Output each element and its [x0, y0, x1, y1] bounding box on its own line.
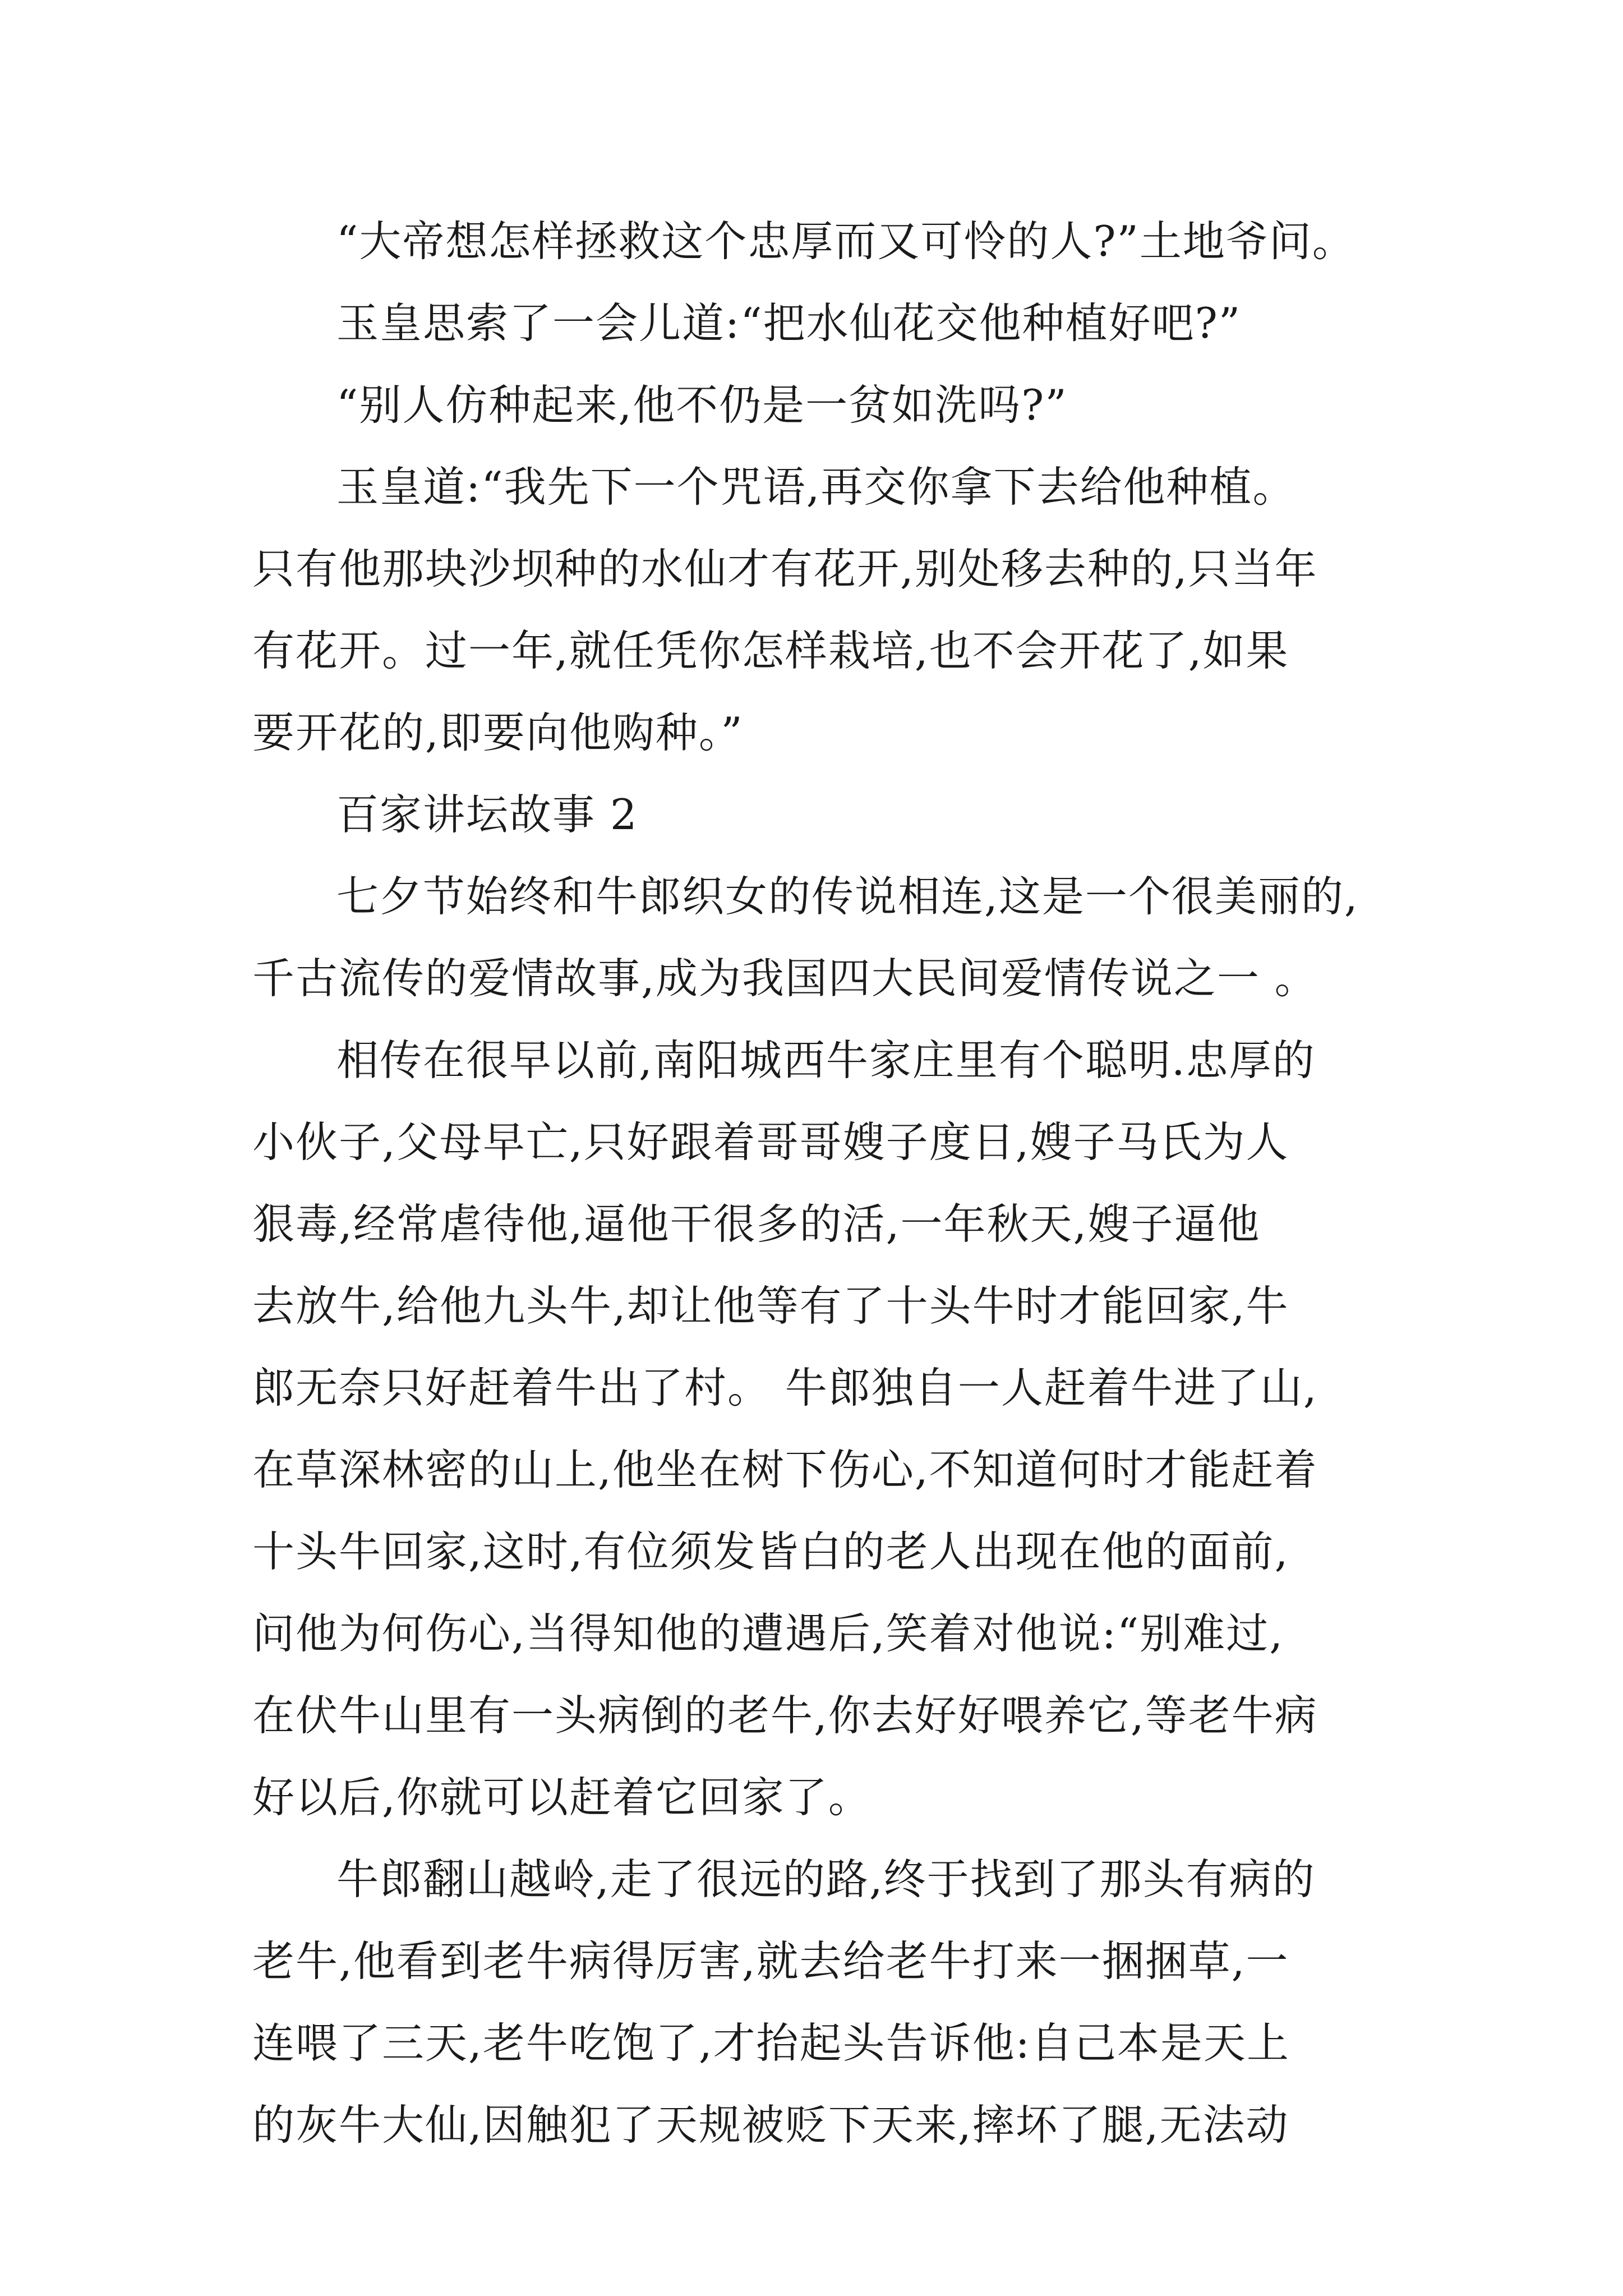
text-line: “大帝想怎样拯救这个忠厚而又可怜的人?”土地爷问。: [336, 217, 1355, 266]
text-line: 连喂了三天,老牛吃饱了,才抬起头告诉他:自己本是天上: [252, 2018, 1290, 2068]
text-line: 郎无奈只好赶着牛出了村。 牛郎独自一人赶着牛进了山,: [252, 1363, 1318, 1412]
text-line: 问他为何伤心,当得知他的遭遇后,笑着对他说:“别难过,: [252, 1609, 1284, 1658]
text-line: 玉皇道:“我先下一个咒语,再交你拿下去给他种植。: [336, 462, 1296, 512]
text-line: 的灰牛大仙,因触犯了天规被贬下天来,摔坏了腿,无法动: [252, 2100, 1289, 2150]
text-line: 只有他那块沙坝种的水仙才有花开,别处移去种的,只当年: [252, 544, 1318, 593]
text-line: 相传在很早以前,南阳城西牛家庄里有个聪明.忠厚的: [336, 1036, 1316, 1085]
text-line: 十头牛回家,这时,有位须发皆白的老人出现在他的面前,: [252, 1527, 1289, 1576]
text-line: 在草深林密的山上,他坐在树下伤心,不知道何时才能赶着: [252, 1445, 1318, 1494]
text-line: 在伏牛山里有一头病倒的老牛,你去好好喂养它,等老牛病: [252, 1691, 1318, 1740]
text-line: 去放牛,给他九头牛,却让他等有了十头牛时才能回家,牛: [252, 1281, 1289, 1331]
text-line: 千古流传的爱情故事,成为我国四大民间爱情传说之一 。: [252, 954, 1318, 1003]
text-line: 老牛,他看到老牛病得厉害,就去给老牛打来一捆捆草,一: [252, 1936, 1289, 1986]
section-heading: 百家讲坛故事 2: [336, 790, 638, 839]
text-line: 牛郎翻山越岭,走了很远的路,终于找到了那头有病的: [336, 1855, 1316, 1904]
text-line: “别人仿种起来,他不仍是一贫如洗吗?”: [336, 380, 1068, 430]
text-line: 好以后,你就可以赶着它回家了。: [252, 1773, 872, 1822]
text-line: 玉皇思索了一会儿道:“把水仙花交他种植好吧?”: [336, 298, 1242, 348]
text-line: 有花开。过一年,就任凭你怎样栽培,也不会开花了,如果: [252, 626, 1289, 675]
text-line: 要开花的,即要向他购种。”: [252, 708, 744, 757]
text-line: 狠毒,经常虐待他,逼他干很多的活,一年秋天,嫂子逼他: [252, 1199, 1261, 1249]
text-line: 七夕节始终和牛郎织女的传说相连,这是一个很美丽的,: [336, 872, 1359, 921]
text-line: 小伙子,父母早亡,只好跟着哥哥嫂子度日,嫂子马氏为人: [252, 1117, 1289, 1167]
